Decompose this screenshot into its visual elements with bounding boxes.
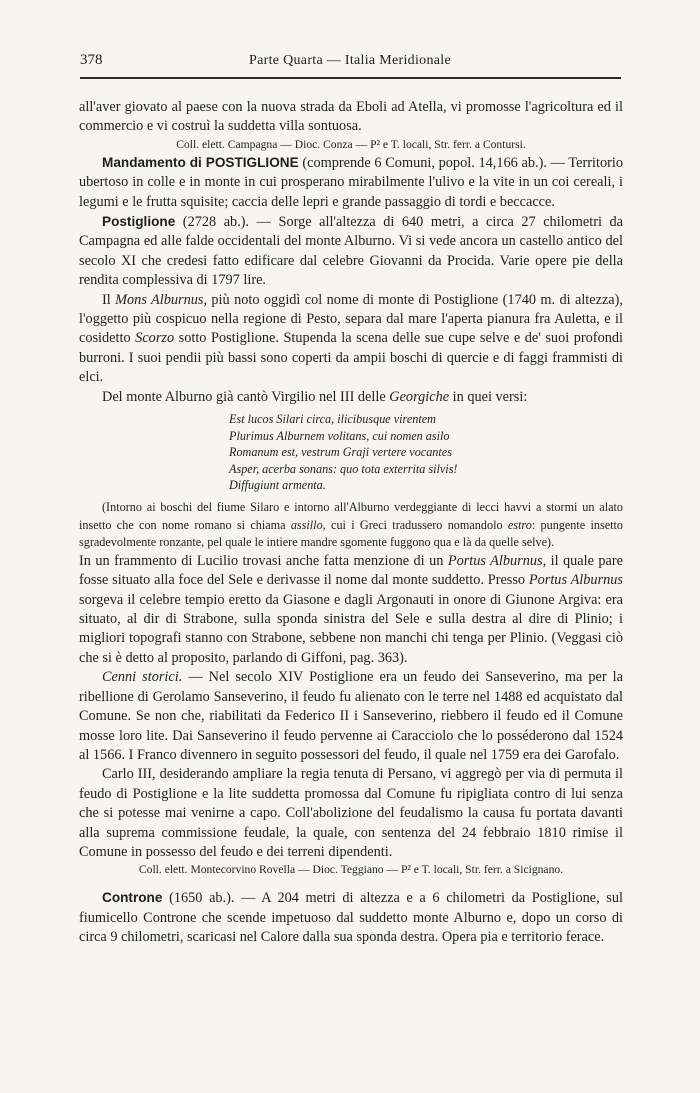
text-run: In un frammento di Lucilio trovasi anche fatta menzione di un (79, 552, 448, 569)
paragraph-mandamento (79, 153, 623, 212)
paragraph-virgilio (79, 388, 623, 407)
section-heading: Mandamento di POSTIGLIONE (102, 154, 299, 170)
text-run: , cui i Greci tradussero nomandolo (322, 517, 508, 532)
text-run: Del monte Alburno già cantò Virgilio nel III delle (102, 388, 390, 405)
italic-term: Portus Alburnus (447, 552, 543, 569)
section-heading: Postiglione (102, 214, 176, 230)
text-run: , più noto oggidì col nome di monte di Postiglione (1740 m. di altezza), l'oggetto più cospicuo nella regione di Pesto, separa dal mare l'aperta pianura fra Auletta, e il cosidetto (79, 291, 623, 347)
page-number: 378 (80, 52, 103, 68)
page-body (79, 98, 623, 948)
text-run: sorgeva il celebre tempio eretto da Giasone e dagli Argonauti in onore di Giunone Argiva: era situato, al dir di Strabone, sulla sponda sinistra del Sele e sulla destra al dire di Plinio; i migliori topografi stanno con Strabone, sebbene non manchi chi tenga per Plinio. (Veggasi ciò che si è detto al proposito, parlando di Giffoni, pag. 363). (79, 591, 623, 666)
verse-line: Est lucos Silari circa, ilicibusque virentem (229, 412, 436, 427)
paragraph-carlo-iii: Carlo III, desiderando ampliare la regia tenuta di Persano, vi aggregò per via di permuta il feudo di Postiglione e la lite suddetta promossa dal Comune fu ripigliata contro di lui senza che si potesse mai venirne a capo. Coll'abolizione del feudalismo la causa fu portata davanti alla suprema commissione feudale, la quale, con sentenza del 24 febbraio 1810 rimise il Comune in possesso del feudo e dei terreni dipendenti. (79, 766, 623, 860)
page-header (80, 52, 620, 74)
text-run: , il quale pare fosse situato alla foce del Sele e derivasse il nome dal monte suddetto. Presso (79, 552, 623, 589)
verse-line: Romanum est, vestrum Graji vertere vocantes (229, 445, 452, 460)
paragraph: all'aver giovato al paese con la nuova strada da Eboli ad Atella, vi promosse l'agricoltura ed il commercio e vi costruì la suddetta villa sontuosa. (79, 99, 623, 135)
text-run: — Nel secolo XIV Postiglione era un feudo dei Sanseverino, ma per la ribellione di Gerolamo Sanseverino, il feudo fu alienato con le terre nel 1488 ed acquistato dal Comune. Se non che, riabilitati da Federico II i Sanseverino, riebbero il feudo ed il Comune mosse loro lite. Dai Sanseverino il feudo pervenne ai Caracciolo che lo posséderono dal 1524 al 1566. I Franco divennero in seguito possessori del feudo, il quale nel 1759 era dei Garofalo. (79, 669, 624, 763)
running-title: Parte Quarta — Italia Meridionale (249, 53, 451, 68)
italic-term: assillo (290, 517, 323, 532)
verse-line: Diffugiunt armenta. (229, 478, 326, 493)
verse-line: Asper, acerba sonans: quo tota exterrita silvis! (229, 461, 458, 476)
paragraph-text: (comprende 6 Comuni, popol. 14,166 ab.). — Territorio ubertoso in colle e in monte in cui prosperano mirabilmente l'ulivo e la vite in un coi cereali, i legumi e le frutta squisite; caccia delle lepri e grande passaggio di tordi e beccacce. (79, 154, 623, 210)
text-run: : pungente insetto sgradevolmente ronzante, pel quale le intiere mandre sgomente fuggono qua e là da quelle selve). (79, 517, 623, 550)
verse-translation (79, 499, 623, 552)
section-heading: Controne (102, 890, 163, 906)
verse-line: Plurimus Alburnem volitans, cui nomen asilo (229, 428, 450, 443)
italic-term: Scorzo (135, 330, 175, 347)
text-run: Il (102, 291, 116, 308)
italic-term: Mons Alburnus (115, 291, 204, 308)
text-run: in quei versi: (449, 388, 528, 405)
paragraph-cenni-storici (79, 668, 623, 765)
text-run: sotto Postiglione. Stupenda la scena delle sue cupe selve e de' suoi profondi burroni. I suoi pendii più bassi sono coperti da ampii boschi di quercie e di faggi frammisti di elci. (79, 330, 623, 386)
italic-term: estro (507, 517, 532, 532)
paragraph-portus (79, 552, 623, 668)
text-run: (Intorno ai boschi del fiume Silaro e intorno all'Alburno verdeggiante di lecci havvi a stormi un alato insetto che con nome romano si chiama (79, 500, 623, 532)
electoral-note: Coll. elett. Montecorvino Rovella — Dioc. Teggiano — P² e T. locali, Str. ferr. a Sicignano. (138, 863, 564, 877)
paragraph-mons-alburnus (79, 291, 623, 388)
paragraph-text: (2728 ab.). — Sorge all'altezza di 640 metri, a circa 27 chilometri da Campagna ed alle falde occidentali del monte Alburno. Vi si vede ancora un castello antico del secolo XI che credesi fatto edificare dal celebre Giovanni da Procida. Varie opere pie della rendita complessiva di 1797 lire. (79, 214, 623, 289)
italic-term: Georgiche (389, 388, 450, 405)
italic-term: Cenni storici. (102, 669, 183, 686)
paragraph-controne (79, 888, 623, 947)
italic-term: Portus Alburnus (528, 572, 623, 589)
latin-verses (229, 411, 623, 494)
paragraph-text: (1650 ab.). — A 204 metri di altezza e a 6 chilometri da Postiglione, sul fiumicello Controne che scende impetuoso dal suddetto monte Alburno e, dopo un corso di circa 9 chilometri, scaricasi nel Calore dalla sua sponda destra. Opera pia e territorio ferace. (79, 890, 623, 946)
paragraph-postiglione (79, 212, 623, 291)
header-rule (80, 77, 621, 79)
electoral-note: Coll. elett. Campagna — Dioc. Conza — P² e T. locali, Str. ferr. a Contursi. (176, 137, 526, 151)
